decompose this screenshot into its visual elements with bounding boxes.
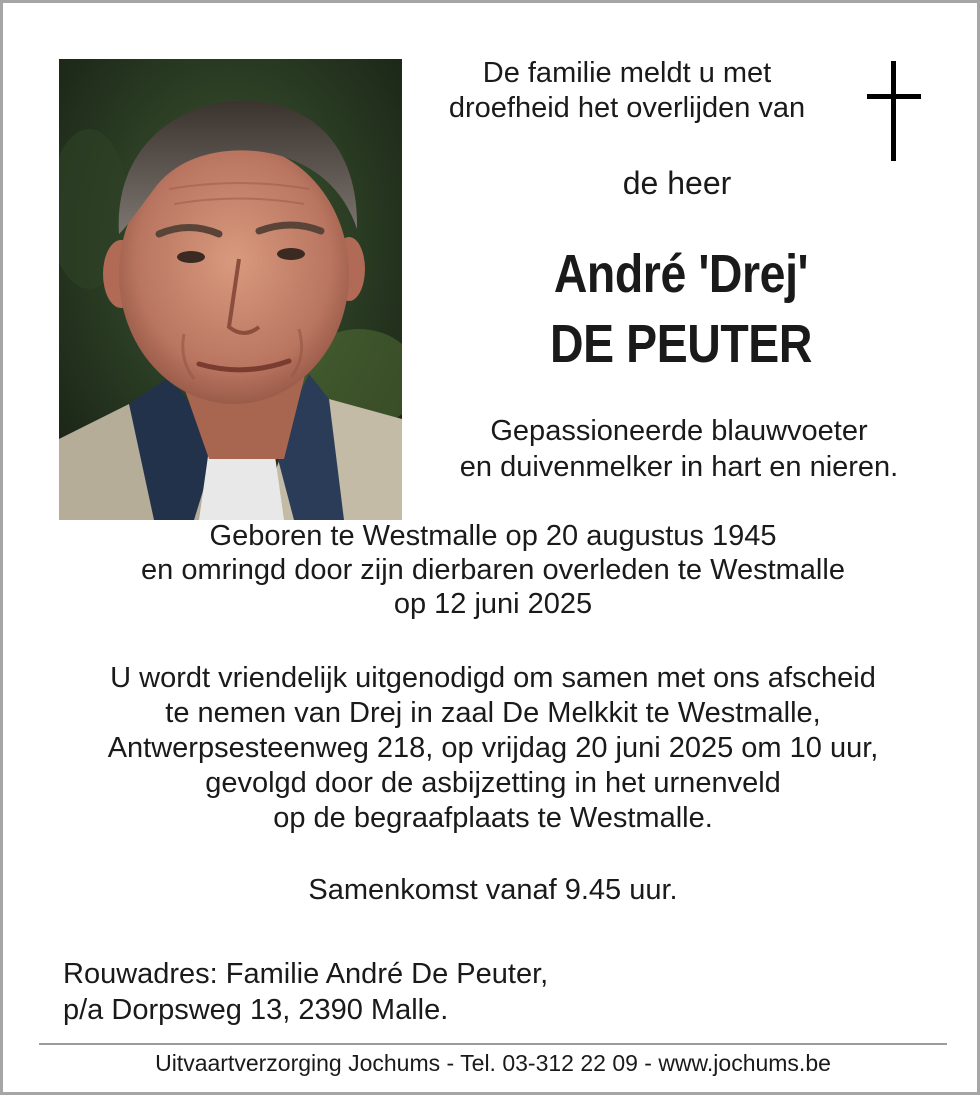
tagline-line: Gepassioneerde blauwvoeter (490, 415, 868, 447)
invite-line: Antwerpsesteenweg 218, op vrijdag 20 juni 2025 om 10 uur, (107, 732, 879, 764)
ceremony-invitation (3, 661, 980, 836)
name-last: DE PEUTER (550, 314, 812, 374)
birth-line: Geboren te Westmalle op 20 augustus 1945 (209, 520, 777, 552)
honorific: de heer (622, 165, 732, 201)
invite-line: U wordt vriendelijk uitgenodigd om samen met ons afscheid (110, 662, 876, 694)
death-line: en omringd door zijn dierbaren overleden te Westmalle (141, 554, 845, 586)
deceased-name (445, 239, 916, 379)
gathering-time: Samenkomst vanaf 9.45 uur. (308, 874, 678, 906)
name-first: André 'Drej' (553, 244, 809, 304)
invite-line: te nemen van Drej in zaal De Melkkit te Westmalle, (165, 697, 821, 729)
intro-line: droefheid het overlijden van (448, 92, 806, 124)
intro-line: De familie meldt u met (482, 57, 772, 89)
death-date-line: op 12 juni 2025 (393, 588, 593, 620)
cross-icon (863, 61, 923, 161)
birth-death-info (3, 519, 980, 621)
address-line: Rouwadres: Familie André De Peuter, (63, 958, 549, 990)
invite-line: op de begraafplaats te Westmalle. (273, 802, 713, 834)
tagline-line: en duivenmelker in hart en nieren. (459, 451, 899, 483)
mourning-address (63, 956, 763, 1028)
invite-line: gevolgd door de asbijzetting in het urnenveld (205, 767, 781, 799)
announcement-intro (407, 56, 847, 126)
address-line: p/a Dorpsweg 13, 2390 Malle. (63, 994, 449, 1026)
tagline (407, 413, 951, 485)
portrait-photo (59, 59, 402, 520)
footer-divider (39, 1043, 947, 1045)
funeral-home-footer: Uitvaartverzorging Jochums - Tel. 03-312 22 09 - www.jochums.be (155, 1050, 831, 1076)
